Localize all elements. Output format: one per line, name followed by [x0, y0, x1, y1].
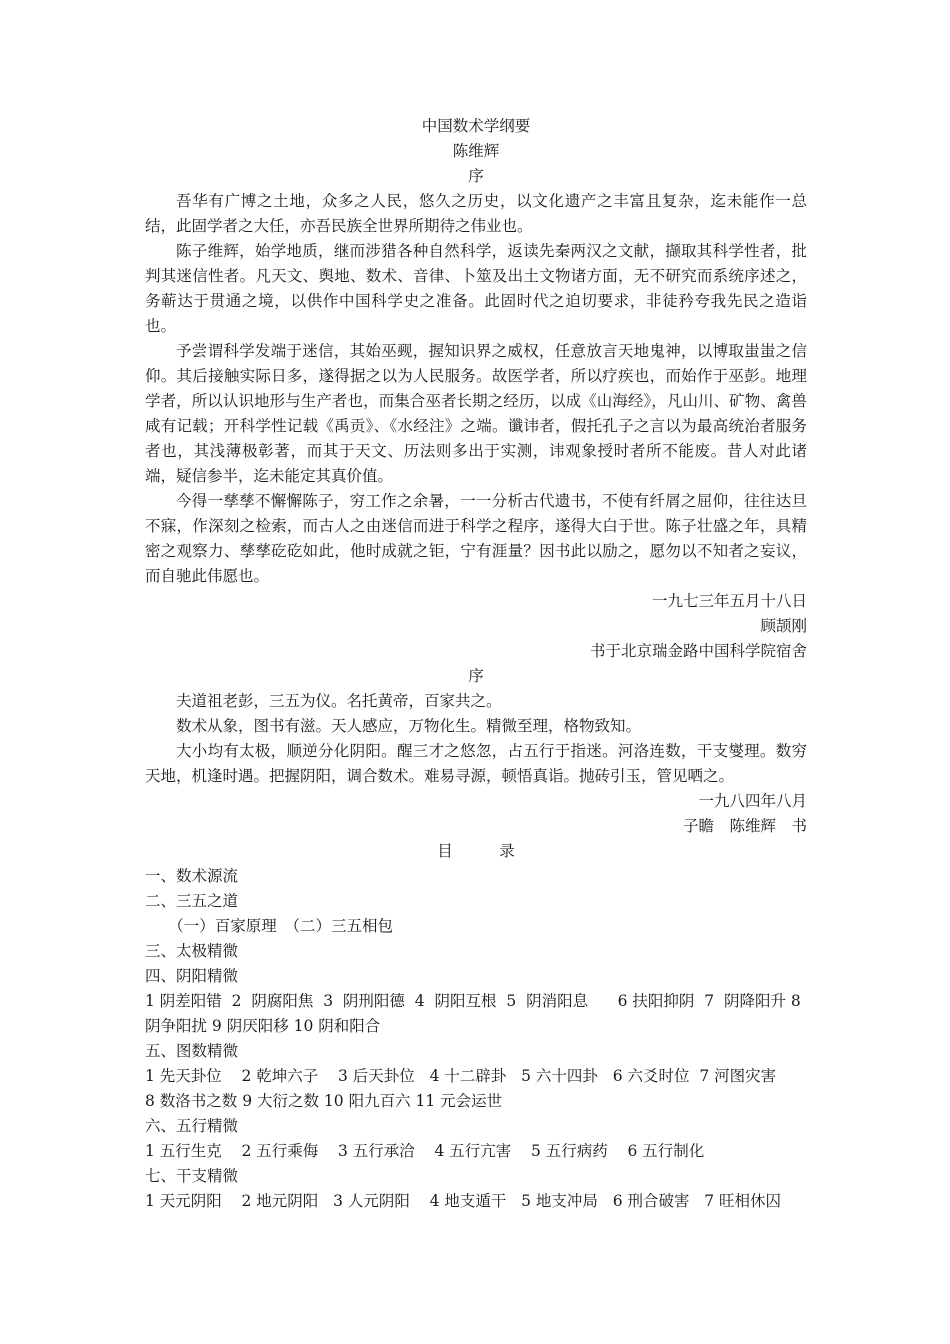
- toc-line: 1 五行生克 2 五行乘侮 3 五行承洽 4 五行亢害 5 五行病药 6 五行制化: [145, 1142, 705, 1160]
- preface-1-paragraph: 予尝谓科学发端于迷信，其始巫觋，握知识界之威权，任意放言天地鬼神，以博取蚩蚩之信仰。其后接触实际日多，遂得据之以为人民服务。故医学者，所以疗疾也，而始作于巫彭。地理学者，所以认识地形与生产者也，而集合巫者长期之经历，以成《山海经》，凡山川、矿物、禽兽咸有记载；开科学性记载《禹贡》、《水经注》之端。谶讳者，假托孔子之言以为最高统治者服务者也，其浅薄极彰著，而其于天文、历法则多出于实测，讳观象授时者所不能废。昔人对此诸端，疑信参半，迄未能定其真价值。: [145, 342, 807, 485]
- toc-line: 1 先天卦位 2 乾坤六子 3 后天卦位 4 十二辟卦 5 六十四卦 6 六爻时位 7 河图灾害: [145, 1067, 777, 1085]
- preface-2-paragraph: 数术从象，图书有滋。天人感应，万物化生。精微至理，格物致知。: [176, 717, 642, 735]
- toc-line: （一）百家原理 （二）三五相包: [168, 917, 394, 935]
- toc-line: 二、三五之道: [145, 892, 239, 910]
- document-title: 中国数术学纲要: [421, 117, 531, 135]
- preface-1-place: 书于北京瑞金路中国科学院宿舍: [589, 642, 807, 660]
- toc-line: 四、阴阳精微: [145, 967, 239, 985]
- preface-1-paragraph: 吾华有广博之土地，众多之人民，悠久之历史，以文化遗产之丰富且复杂，迄未能作一总结，此固学者之大任，亦吾民族全世界所期待之伟业也。: [145, 192, 807, 235]
- toc-line: 六、五行精微: [145, 1117, 239, 1135]
- document-author: 陈维辉: [452, 142, 500, 160]
- preface-1-paragraph: 今得一孳孳不懈懈陈子，穷工作之余暑，一一分析古代遗书，不使有纤屑之屈仰，往往达旦不寐，作深刻之检索，而古人之由迷信而进于科学之程序，遂得大白于世。陈子壮盛之年，具精密之观察力、孳孳矻矻如此，他时成就之钜，宁有涯量？因书此以励之，愿勿以不知者之妄议，而自驰此伟愿也。: [145, 492, 807, 585]
- toc-line: 1 天元阴阳 2 地元阴阳 3 人元阴阳 4 地支遁干 5 地支冲局 6 刑合破害 7 旺相休囚: [145, 1192, 782, 1210]
- document-page: [145, 114, 807, 1214]
- preface-1-signer: 顾颉刚: [760, 617, 807, 635]
- preface-1-heading: 序: [468, 167, 484, 185]
- preface-1-date: 一九七三年五月十八日: [651, 592, 807, 610]
- toc-line: 1 阴差阳错 2 阴腐阳焦 3 阴刑阳德 4 阴阳互根 5 阴消阳息 6 扶阳抑阴 7 阴降阳升 8: [145, 992, 801, 1010]
- toc-line: 阴争阳扰 9 阴厌阳移 10 阴和阳合: [145, 1017, 381, 1035]
- preface-2-date: 一九八四年八月: [698, 792, 807, 810]
- toc-heading: 目录: [437, 842, 562, 860]
- preface-2-signer: 子瞻 陈维辉 书: [682, 817, 807, 835]
- toc-line: 五、图数精微: [145, 1042, 239, 1060]
- toc-line: 一、数术源流: [145, 867, 239, 885]
- preface-2-paragraph: 夫道祖老彭，三五为仪。名托黄帝，百家共之。: [176, 692, 502, 710]
- preface-1-paragraph: 陈子维辉，始学地质，继而涉猎各种自然科学，返读先秦两汉之文献，撷取其科学性者，批判其迷信性者。凡天文、舆地、数术、音律、卜筮及出土文物诸方面，无不研究而系统序述之，务蕲达于贯通之境，以供作中国科学史之准备。此固时代之迫切要求，非徒矜夸我先民之造诣也。: [145, 242, 807, 335]
- toc-line: 8 数洛书之数 9 大衍之数 10 阳九百六 11 元会运世: [145, 1092, 503, 1110]
- preface-2-heading: 序: [468, 667, 484, 685]
- toc-line: 三、太极精微: [145, 942, 239, 960]
- preface-2-paragraph: 大小均有太极，顺逆分化阴阳。醒三才之悠忽，占五行于指迷。河洛连数，干支燮理。数穷天地，机逢时遇。把握阴阳，调合数术。难易寻源，顿悟真诣。抛砖引玉，管见哂之。: [145, 742, 807, 785]
- toc-line: 七、干支精微: [145, 1167, 239, 1185]
